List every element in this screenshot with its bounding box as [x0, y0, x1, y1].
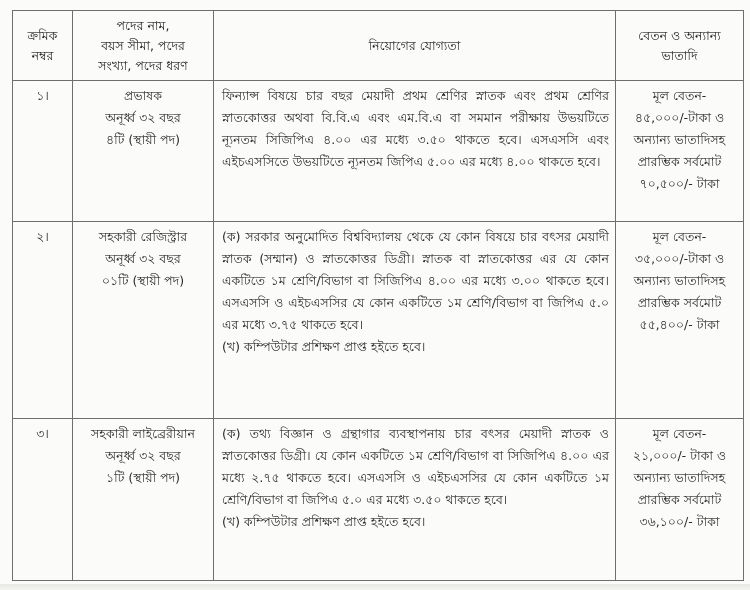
serial-cell: ১। [13, 81, 73, 222]
post-count-type: ০১টি (স্থায়ী পদ) [101, 273, 185, 288]
header-serial-line: নম্বর [31, 47, 54, 63]
post-count-type: ৪টি (স্থায়ী পদ) [105, 132, 181, 147]
qualification-cell [214, 419, 616, 581]
age-limit: অনূর্ধ্ব ৩২ বছর [105, 251, 181, 266]
age-limit: অনূর্ধ্ব ৩২ বছর [105, 110, 181, 125]
serial-cell: ৩। [13, 419, 73, 581]
post-name: সহকারী লাইব্রেরীয়ান [91, 426, 195, 441]
qualification-text: (খ) কম্পিউটার প্রশিক্ষণ প্রাপ্ত হইতে হবে। [222, 339, 426, 354]
post-name: প্রভাষক [124, 88, 162, 103]
salary-line: ২১,০০০/- টাকা ও [632, 448, 727, 463]
header-qualification: নিয়োগের যোগ্যতা [214, 11, 616, 81]
header-salary-line: ভাতাদি [661, 47, 698, 63]
header-salary-line: বেতন ও অন্যান্য [638, 27, 721, 43]
table-row [13, 81, 744, 222]
salary-line: ৪৫,০০০/-টাকা ও [634, 110, 725, 125]
qualification-text: (ক) তথ্য বিজ্ঞান ও গ্রন্থাগার ব্যবস্থাপনায় চার বৎসর মেয়াদী স্নাতক ও স্নাতকোত্তর ডিগ্রী। যে কোন একটিতে ১ম শ্রেণি/বিভাগ বা সিজিপিএ ৪.০০ এর মধ্যে ২.৭৫ থাকতে হবে। এসএসসি ও এইচএসসির যে কোন একটিতে ১ম শ্রেণি/বিভাগ বা জিপিএ ৫.০ এর মধ্যে ৩.৫০ থাকতে হবে। [222, 426, 609, 507]
salary-line: অন্যান্য ভাতাদিসহ [633, 273, 726, 288]
post-cell [73, 81, 214, 222]
salary-line: মূল বেতন- [652, 426, 707, 441]
salary-line: প্রারম্ভিক সর্বমোট [637, 154, 722, 169]
qualification-text: (ক) সরকার অনুমোদিত বিশ্ববিদ্যালয় থেকে যে কোন বিষয়ে চার বৎসর মেয়াদী স্নাতক (সম্মান) ও স্নাতকোত্তর ডিগ্রী। স্নাতক বা স্নাতকোত্তর এর যে কোন একটিতে ১ম শ্রেণি/বিভাগ বা সিজিপিএ ৪.০০ এর মধ্যে ৩.০০ থাকতে হবে। এসএসসি ও এইচএসসির যে কোন একটিতে ১ম শ্রেণি/বিভাগ বা জিপিএ ৫.০ এর মধ্যে ৩.৭৫ থাকতে হবে। [222, 229, 609, 332]
salary-line: প্রারম্ভিক সর্বমোট [637, 492, 722, 507]
header-post-line: পদের নাম, [116, 17, 170, 33]
table-row [13, 419, 744, 581]
header-post [73, 11, 214, 81]
post-cell [73, 419, 214, 581]
post-cell [73, 222, 214, 419]
salary-line: ৩৫,০০০/-টাকা ও [634, 251, 725, 266]
salary-line: মূল বেতন- [652, 229, 707, 244]
header-post-line: বয়স সীমা, পদের [101, 37, 185, 53]
post-name: সহকারী রেজিস্ট্রার [98, 229, 188, 244]
salary-cell [616, 419, 744, 581]
salary-line: ৩৬,১০০/- টাকা [639, 514, 720, 529]
salary-cell [616, 81, 744, 222]
salary-line: অন্যান্য ভাতাদিসহ [633, 132, 726, 147]
post-count-type: ১টি (স্থায়ী পদ) [105, 470, 181, 485]
header-serial [13, 11, 73, 81]
salary-line: ৫৫,৪০০/- টাকা [639, 317, 720, 332]
serial-cell: ২। [13, 222, 73, 419]
cropped-next-text-strip [0, 584, 750, 590]
table-row [13, 222, 744, 419]
salary-line: মূল বেতন- [652, 88, 707, 103]
salary-line: ৭০,৫০০/- টাকা [639, 176, 720, 191]
salary-line: প্রারম্ভিক সর্বমোট [637, 295, 722, 310]
header-serial-line: ক্রমিক [27, 27, 58, 43]
salary-line: অন্যান্য ভাতাদিসহ [633, 470, 726, 485]
qualification-cell [214, 222, 616, 419]
header-salary [616, 11, 744, 81]
age-limit: অনূর্ধ্ব ৩২ বছর [105, 448, 181, 463]
job-circular-table [12, 10, 744, 581]
table-header-row [13, 11, 744, 81]
qualification-text: ফিন্যান্স বিষয়ে চার বছর মেয়াদী প্রথম শ্রেণির স্নাতক এবং প্রথম শ্রেণির স্নাতকোত্তর অথবা বি.বি.এ এবং এম.বি.এ বা সমমান পরীক্ষায় উভয়টিতে ন্যূনতম সিজিপিএ ৪.০০ এর মধ্যে ৩.৫০ থাকতে হবে। এসএসসি এবং এইচএসসিতে উভয়টিতে ন্যূনতম জিপিএ ৫.০০ এর মধ্যে ৪.০০ থাকতে হবে। [222, 88, 609, 169]
qualification-text: (খ) কম্পিউটার প্রশিক্ষণ প্রাপ্ত হইতে হবে। [222, 514, 426, 529]
salary-cell [616, 222, 744, 419]
header-post-line: সংখ্যা, পদের ধরণ [98, 57, 188, 73]
qualification-cell [214, 81, 616, 222]
